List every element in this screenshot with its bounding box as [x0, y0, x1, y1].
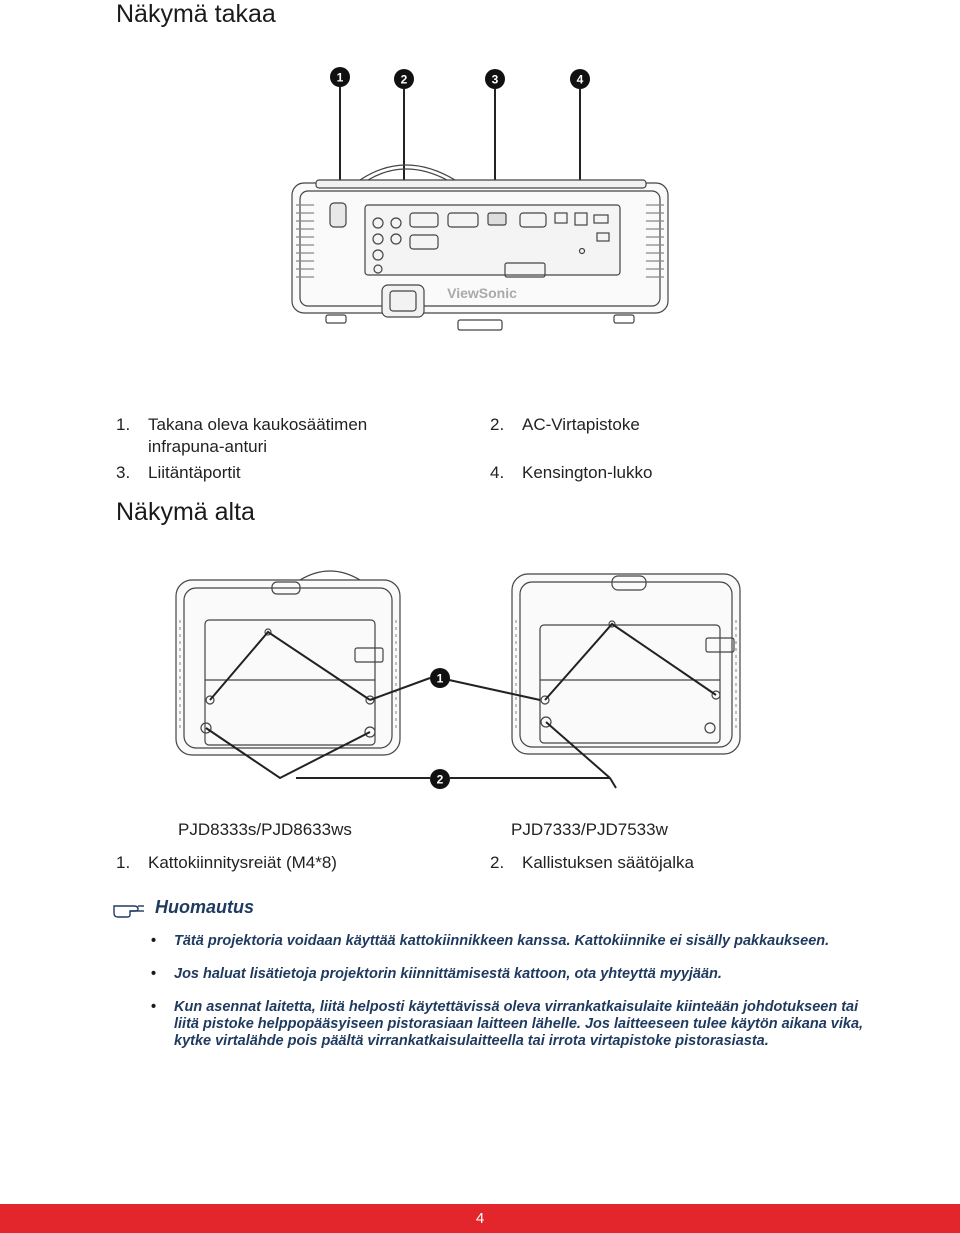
svg-text:3: 3	[491, 72, 499, 87]
bottom-legend-item-1: 1. Kattokiinnitysreiät (M4*8)	[116, 853, 337, 872]
rear-legend-item-4: 4. Kensington-lukko	[490, 463, 653, 482]
callout-badge-3	[485, 69, 505, 89]
note-item-1: • Tätä projektoria voidaan käyttää kattokiinnikkeen kanssa. Kattokiinnike ei sisälly pakkaukseen.	[151, 933, 830, 949]
callout-badge-bottom-2	[430, 769, 450, 789]
note-list	[151, 933, 864, 1066]
callout-badge-1	[330, 67, 350, 87]
svg-text:4: 4	[576, 72, 584, 87]
svg-text:1: 1	[436, 671, 444, 686]
callout-badge-2	[394, 69, 414, 89]
bottom-legend-item-2: 2. Kallistuksen säätöjalka	[490, 853, 694, 872]
svg-text:2: 2	[400, 72, 408, 87]
note-item-3: • Kun asennat laitetta, liitä helposti käytettävissä oleva virrankatkaisulaite kiinteään johdotukseen tai liitä pistoke helppopääsyiseen pistorasiaan laitteen lähelle. Jos laitteeseen tulee käytön aikana vika, kytke virtalähde pois päältä virrankatkaisulaitteella tai irrota virtapistoke pistorasiasta.	[151, 999, 864, 1049]
pointing-hand-icon	[112, 898, 146, 918]
page-number: 4	[475, 1210, 485, 1227]
brand-logo-text: ViewSonic	[447, 285, 517, 301]
rear-view-illustration	[0, 55, 960, 345]
rear-legend-item-3: 3. Liitäntäportit	[116, 463, 241, 482]
bottom-view-title: Näkymä alta	[116, 498, 255, 526]
callout-badge-bottom-1	[430, 668, 450, 688]
note-title: Huomautus	[155, 897, 254, 917]
footer-bar	[0, 1204, 960, 1233]
svg-text:2: 2	[436, 772, 444, 787]
rear-view-title: Näkymä takaa	[116, 0, 276, 28]
note-item-2: • Jos haluat lisätietoja projektorin kiinnittämisestä kattoon, ota yhteyttä myyjään.	[151, 966, 722, 982]
model-caption-left: PJD8333s/PJD8633ws	[178, 820, 352, 839]
model-caption-right: PJD7333/PJD7533w	[511, 820, 668, 839]
rear-legend-item-1: 1. Takana oleva kaukosäätimen infrapuna-anturi	[116, 415, 368, 456]
bottom-view-illustration	[0, 560, 960, 800]
svg-text:1: 1	[336, 70, 344, 85]
rear-legend-item-2: 2. AC-Virtapistoke	[490, 415, 640, 434]
callout-badge-4	[570, 69, 590, 89]
